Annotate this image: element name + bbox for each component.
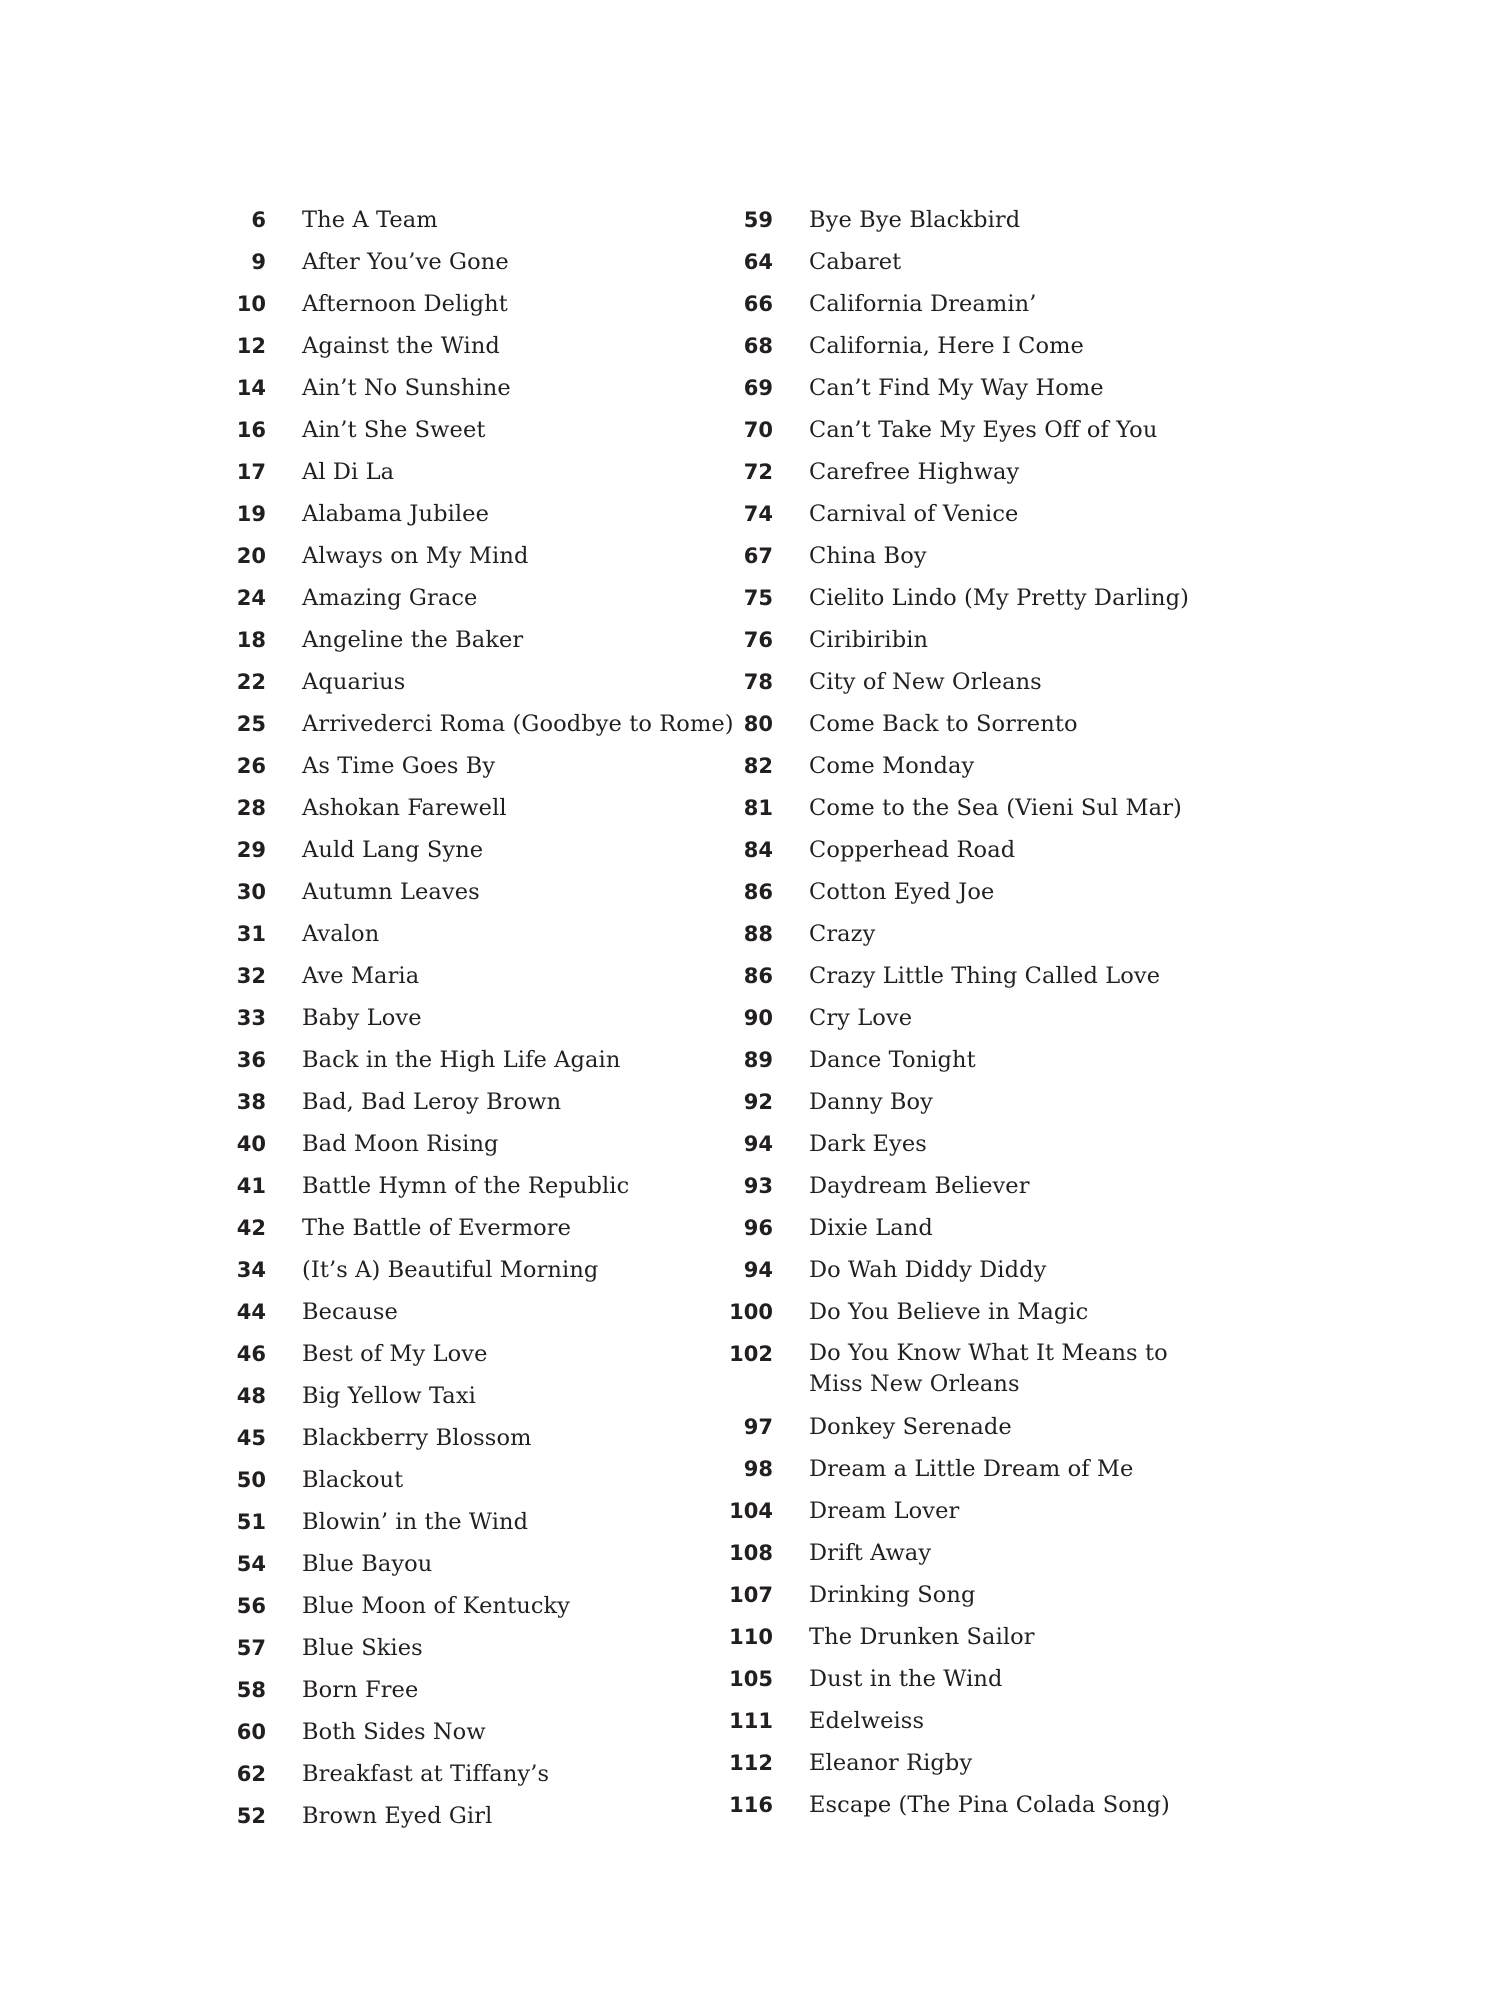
toc-song-title: Dream Lover [809, 1498, 960, 1524]
toc-entry [218, 1375, 718, 1417]
toc-page-number: 30 [236, 880, 266, 904]
toc-page-number: 19 [236, 502, 266, 526]
toc-page-number: 76 [743, 628, 773, 652]
toc-song-title: Crazy Little Thing Called Love [809, 963, 1161, 989]
toc-song-title: Blue Bayou [302, 1551, 433, 1577]
toc-entry [218, 1627, 718, 1669]
toc-song-title: Do You Know What It Means to Miss New Orleans [809, 1340, 1168, 1397]
toc-page-number: 84 [743, 838, 773, 862]
toc-entry [723, 1039, 1243, 1081]
toc-song-title: As Time Goes By [302, 753, 496, 779]
toc-page-number: 110 [729, 1625, 773, 1649]
toc-page-number: 14 [236, 376, 266, 400]
toc-song-title: Blue Skies [302, 1635, 423, 1661]
toc-song-title: Baby Love [302, 1005, 422, 1031]
toc-entry [723, 451, 1243, 493]
toc-entry [218, 1081, 718, 1123]
toc-song-title: Escape (The Pina Colada Song) [809, 1792, 1170, 1818]
toc-entry [218, 1039, 718, 1081]
toc-entry [723, 1742, 1243, 1784]
toc-page-number: 81 [743, 796, 773, 820]
toc-page-number: 107 [729, 1583, 773, 1607]
toc-song-title: The Drunken Sailor [809, 1624, 1035, 1650]
toc-song-title: Amazing Grace [302, 585, 478, 611]
toc-entry [723, 493, 1243, 535]
toc-entry [218, 1291, 718, 1333]
toc-page-number: 94 [743, 1258, 773, 1282]
toc-page-number: 25 [236, 712, 266, 736]
toc-entry [218, 325, 718, 367]
toc-song-title: Copperhead Road [809, 837, 1016, 863]
toc-entry [218, 493, 718, 535]
toc-song-title: Arrivederci Roma (Goodbye to Rome) [302, 711, 734, 737]
toc-entry [723, 955, 1243, 997]
toc-page-number: 52 [236, 1804, 266, 1828]
toc-song-title: Carefree Highway [809, 459, 1020, 485]
toc-entry [218, 1123, 718, 1165]
toc-song-title: (It’s A) Beautiful Morning [302, 1257, 599, 1283]
toc-entry [723, 787, 1243, 829]
toc-page-number: 22 [236, 670, 266, 694]
toc-entry [218, 619, 718, 661]
toc-page-number: 108 [729, 1541, 773, 1565]
toc-song-title: Cielito Lindo (My Pretty Darling) [809, 585, 1189, 611]
toc-right-column [723, 199, 1243, 1826]
toc-entry [723, 661, 1243, 703]
toc-song-title: Dance Tonight [809, 1047, 976, 1073]
toc-song-title: Come Back to Sorrento [809, 711, 1078, 737]
toc-song-title: Cabaret [809, 249, 902, 275]
toc-song-title: Aquarius [302, 669, 406, 695]
toc-entry [218, 1249, 718, 1291]
toc-page-number: 20 [236, 544, 266, 568]
toc-song-title: Bye Bye Blackbird [809, 207, 1021, 233]
toc-entry [218, 1711, 718, 1753]
toc-entry [218, 787, 718, 829]
toc-song-title: Drift Away [809, 1540, 932, 1566]
toc-entry [723, 241, 1243, 283]
toc-entry [218, 703, 734, 745]
toc-entry [218, 745, 718, 787]
toc-entry [723, 871, 1243, 913]
toc-page-number: 6 [251, 208, 266, 232]
toc-song-title: Angeline the Baker [302, 627, 524, 653]
toc-page-number: 38 [236, 1090, 266, 1114]
toc-entry [723, 1658, 1243, 1700]
toc-page-number: 56 [236, 1594, 266, 1618]
toc-song-title: Cry Love [809, 1005, 913, 1031]
toc-page-number: 33 [236, 1006, 266, 1030]
toc-song-title: Do You Believe in Magic [809, 1299, 1089, 1325]
toc-song-title: Avalon [302, 921, 380, 947]
toc-entry [723, 997, 1243, 1039]
toc-song-title: Donkey Serenade [809, 1414, 1012, 1440]
toc-entry [218, 1459, 718, 1501]
toc-song-title: Breakfast at Tiffany’s [302, 1761, 550, 1787]
toc-page-number: 36 [236, 1048, 266, 1072]
toc-entry [218, 535, 718, 577]
toc-entry [723, 703, 1243, 745]
toc-entry [218, 1795, 718, 1837]
toc-page-number: 17 [236, 460, 266, 484]
toc-entry [218, 199, 718, 241]
toc-entry [218, 367, 718, 409]
toc-song-title: Afternoon Delight [302, 291, 508, 317]
toc-page-number: 29 [236, 838, 266, 862]
toc-entry [723, 1081, 1243, 1123]
toc-page-number: 116 [729, 1793, 773, 1817]
toc-entry [218, 1165, 718, 1207]
toc-song-title: Best of My Love [302, 1341, 488, 1367]
toc-entry [723, 1784, 1243, 1826]
toc-song-title: Brown Eyed Girl [302, 1803, 493, 1829]
toc-page-number: 41 [236, 1174, 266, 1198]
toc-page-number: 64 [743, 250, 773, 274]
toc-page-number: 98 [743, 1457, 773, 1481]
toc-song-title: California, Here I Come [809, 333, 1084, 359]
toc-page-number: 68 [743, 334, 773, 358]
toc-page-number: 24 [236, 586, 266, 610]
toc-song-title: Auld Lang Syne [302, 837, 484, 863]
toc-song-title: Bad Moon Rising [302, 1131, 499, 1157]
toc-page-number: 18 [236, 628, 266, 652]
toc-page-number: 59 [743, 208, 773, 232]
toc-song-title: The Battle of Evermore [302, 1215, 572, 1241]
toc-page-number: 45 [236, 1426, 266, 1450]
toc-entry [723, 1616, 1243, 1658]
toc-entry [218, 1543, 718, 1585]
toc-song-title: Always on My Mind [302, 543, 529, 569]
toc-entry [723, 829, 1243, 871]
toc-song-title: Ain’t She Sweet [302, 417, 486, 443]
toc-song-title: California Dreamin’ [809, 291, 1037, 317]
toc-page-number: 97 [743, 1415, 773, 1439]
toc-entry [723, 1165, 1243, 1207]
toc-page-number: 72 [743, 460, 773, 484]
toc-page-number: 70 [743, 418, 773, 442]
toc-entry [723, 367, 1243, 409]
toc-page-number: 111 [729, 1709, 773, 1733]
toc-song-title: Come Monday [809, 753, 975, 779]
toc-entry [723, 409, 1243, 451]
toc-entry [218, 1669, 718, 1711]
toc-entry [218, 1333, 718, 1375]
toc-page-number: 105 [729, 1667, 773, 1691]
toc-entry [723, 1249, 1243, 1291]
toc-song-title: Because [302, 1299, 398, 1325]
toc-song-title: Can’t Find My Way Home [809, 375, 1104, 401]
toc-song-title: Edelweiss [809, 1708, 925, 1734]
toc-page-number: 46 [236, 1342, 266, 1366]
toc-entry [723, 283, 1243, 325]
toc-entry [218, 955, 718, 997]
toc-entry [218, 997, 718, 1039]
toc-page-number: 80 [743, 712, 773, 736]
toc-page-number: 42 [236, 1216, 266, 1240]
toc-page-number: 62 [236, 1762, 266, 1786]
toc-page-number: 57 [236, 1636, 266, 1660]
toc-song-title: Both Sides Now [302, 1719, 486, 1745]
toc-entry [218, 1585, 718, 1627]
toc-page-number: 82 [743, 754, 773, 778]
toc-song-title: Cotton Eyed Joe [809, 879, 995, 905]
toc-song-title: Dream a Little Dream of Me [809, 1456, 1134, 1482]
toc-song-title: Come to the Sea (Vieni Sul Mar) [809, 795, 1182, 821]
toc-entry [218, 829, 718, 871]
toc-entry [723, 1406, 1243, 1448]
toc-song-title: Al Di La [302, 459, 395, 485]
toc-song-title: Against the Wind [302, 333, 500, 359]
toc-page-number: 78 [743, 670, 773, 694]
toc-song-title: Autumn Leaves [302, 879, 480, 905]
toc-song-title: Ashokan Farewell [302, 795, 507, 821]
toc-page-number: 69 [743, 376, 773, 400]
toc-song-title: The A Team [302, 207, 438, 233]
toc-entry [723, 325, 1243, 367]
toc-song-title: Alabama Jubilee [302, 501, 490, 527]
toc-page-number: 28 [236, 796, 266, 820]
toc-song-title: Big Yellow Taxi [302, 1383, 476, 1409]
toc-left-column [218, 199, 734, 1837]
toc-song-title: Drinking Song [809, 1582, 976, 1608]
toc-song-title: Can’t Take My Eyes Off of You [809, 417, 1158, 443]
toc-entry [723, 1490, 1243, 1532]
toc-song-title: Blue Moon of Kentucky [302, 1593, 571, 1619]
toc-song-title: Blowin’ in the Wind [302, 1509, 529, 1535]
toc-entry [723, 577, 1243, 619]
toc-page-number: 34 [236, 1258, 266, 1282]
toc-song-title: Born Free [302, 1677, 419, 1703]
toc-page-number: 100 [729, 1300, 773, 1324]
toc-page-number: 12 [236, 334, 266, 358]
toc-entry [723, 1574, 1243, 1616]
toc-page-number: 66 [743, 292, 773, 316]
toc-page-number: 54 [236, 1552, 266, 1576]
toc-page-number: 48 [236, 1384, 266, 1408]
toc-song-title: Carnival of Venice [809, 501, 1019, 527]
toc-entry [723, 1700, 1243, 1742]
toc-entry [723, 1207, 1243, 1249]
toc-entry [723, 1532, 1243, 1574]
toc-song-title: Ciribiribin [809, 627, 929, 653]
toc-entry [723, 199, 1243, 241]
toc-entry [723, 1123, 1243, 1165]
toc-entry [218, 577, 718, 619]
toc-song-title: Eleanor Rigby [809, 1750, 973, 1776]
toc-page-number: 50 [236, 1468, 266, 1492]
toc-song-title: Crazy [809, 921, 876, 947]
toc-page-number: 40 [236, 1132, 266, 1156]
toc-song-title: Ave Maria [302, 963, 420, 989]
toc-song-title: Bad, Bad Leroy Brown [302, 1089, 562, 1115]
toc-song-title: Dark Eyes [809, 1131, 927, 1157]
toc-page-number: 92 [743, 1090, 773, 1114]
toc-page-number: 88 [743, 922, 773, 946]
toc-entry [723, 745, 1243, 787]
toc-entry [218, 871, 718, 913]
toc-page-number: 16 [236, 418, 266, 442]
toc-song-title: Do Wah Diddy Diddy [809, 1257, 1047, 1283]
toc-entry [218, 451, 718, 493]
toc-page-number: 10 [236, 292, 266, 316]
toc-page-number: 32 [236, 964, 266, 988]
toc-page-number: 102 [729, 1342, 773, 1366]
toc-page-number: 90 [743, 1006, 773, 1030]
toc-page-number: 60 [236, 1720, 266, 1744]
toc-song-title: Danny Boy [809, 1089, 933, 1115]
toc-entry [218, 1417, 718, 1459]
toc-song-title: After You’ve Gone [302, 249, 509, 275]
toc-page-number: 44 [236, 1300, 266, 1324]
toc-page-number: 9 [251, 250, 266, 274]
toc-song-title: City of New Orleans [809, 669, 1042, 695]
toc-entry [723, 619, 1243, 661]
toc-entry [723, 1333, 1243, 1406]
toc-entry [723, 1291, 1243, 1333]
toc-page-number: 89 [743, 1048, 773, 1072]
toc-song-title: Battle Hymn of the Republic [302, 1173, 630, 1199]
toc-entry [218, 1501, 718, 1543]
toc-entry [218, 913, 718, 955]
toc-song-title: Back in the High Life Again [302, 1047, 621, 1073]
toc-entry [218, 283, 718, 325]
toc-page-number: 31 [236, 922, 266, 946]
toc-page-number: 74 [743, 502, 773, 526]
toc-page-number: 86 [743, 880, 773, 904]
toc-page-number: 93 [743, 1174, 773, 1198]
toc-page-number: 112 [729, 1751, 773, 1775]
toc-song-title: Daydream Believer [809, 1173, 1030, 1199]
toc-song-title: Ain’t No Sunshine [302, 375, 511, 401]
toc-page-number: 26 [236, 754, 266, 778]
toc-song-title: Blackberry Blossom [302, 1425, 532, 1451]
toc-entry [723, 535, 1243, 577]
toc-page-number: 96 [743, 1216, 773, 1240]
toc-page-number: 58 [236, 1678, 266, 1702]
toc-entry [218, 409, 718, 451]
toc-song-title: Blackout [302, 1467, 404, 1493]
toc-page-number: 67 [743, 544, 773, 568]
toc-page-number: 104 [729, 1499, 773, 1523]
toc-page-number: 86 [743, 964, 773, 988]
toc-entry [723, 1448, 1243, 1490]
toc-song-title: Dust in the Wind [809, 1666, 1003, 1692]
toc-entry [723, 913, 1243, 955]
toc-song-title: Dixie Land [809, 1215, 933, 1241]
toc-entry [218, 1753, 718, 1795]
toc-page-number: 51 [236, 1510, 266, 1534]
toc-page-number: 94 [743, 1132, 773, 1156]
toc-entry [218, 1207, 718, 1249]
toc-entry [218, 241, 718, 283]
toc-song-title: China Boy [809, 543, 927, 569]
toc-entry [218, 661, 718, 703]
toc-page-number: 75 [743, 586, 773, 610]
